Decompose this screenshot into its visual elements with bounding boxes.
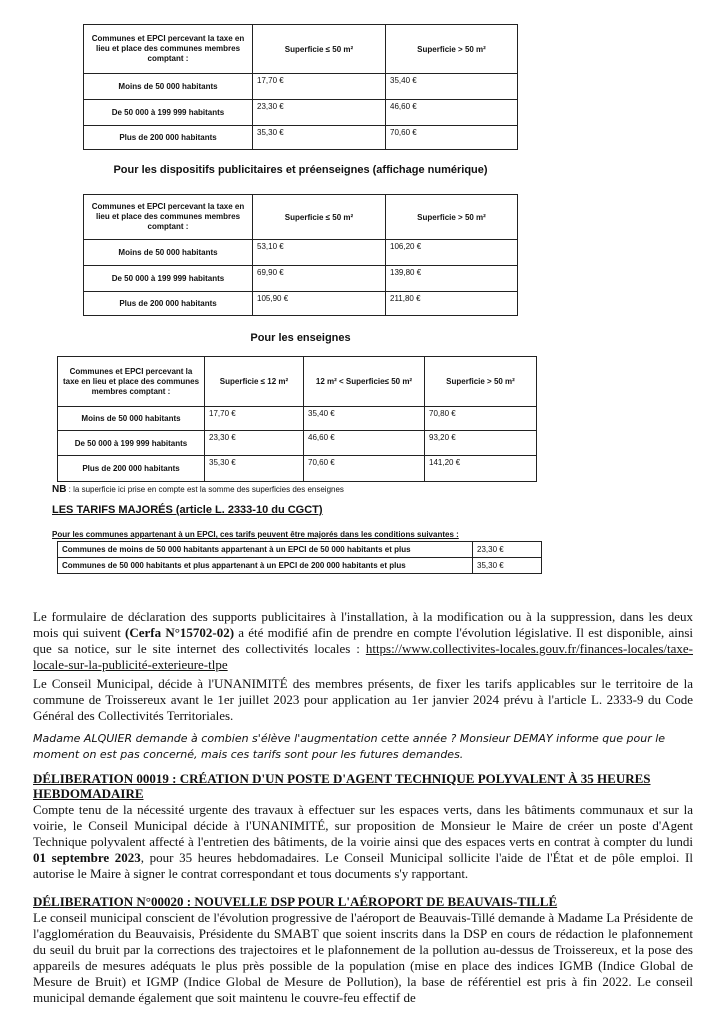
table-cell: 211,80 € [386, 292, 518, 316]
table-header-row [58, 357, 537, 407]
majored-intro: Pour les communes appartenant à un EPCI, ces tarifs peuvent être majorés dans les conditions suivantes : [52, 530, 459, 539]
paragraph-text: , pour 35 heures hebdomadaires. Le Conseil Municipal sollicite l'aide de l'État et de pôle emploi. Il autorise le Maire à signer le contrat correspondant et tous documents s'y rapportant. [33, 850, 693, 881]
table-cell: 23,30 € [205, 431, 304, 456]
table-cell: 17,70 € [253, 74, 386, 100]
decision-paragraph: Le Conseil Municipal, décide à l'UNANIMITÉ des membres présents, de fixer les tarifs applicables sur le territoire de la commune de Troissereux avant le 1er juillet 2023 pour application au 1er janvier 2024 prévu à l'article L. 2333-9 du Code Général des Collectivités Territoriales. [33, 676, 693, 723]
table-cell: 70,60 € [304, 456, 425, 482]
deliberation-19-title: DÉLIBERATION 00019 : CRÉATION D'UN POSTE D'AGENT TECHNIQUE POLYVALENT À 35 HEURES HEBDOMADAIRE [33, 771, 651, 801]
table-cell: 35,30 € [253, 126, 386, 150]
table-row [84, 266, 518, 292]
section-title-digital: Pour les dispositifs publicitaires et préenseignes (affichage numérique) [113, 164, 488, 176]
table-header-cell: 12 m² < Superficie≤ 50 m² [304, 357, 425, 407]
table-cell: Plus de 200 000 habitants [84, 292, 253, 316]
cerfa-paragraph [33, 609, 693, 673]
table-cell: 105,90 € [253, 292, 386, 316]
table-cell: 35,30 € [205, 456, 304, 482]
collectivites-link[interactable]: https://www.collectivites-locales.gouv.fr/finances-locales/taxe-locale-sur-la-publicité-exterieure-tlpe [33, 641, 693, 672]
table-header-cell: Communes et EPCI percevant la taxe en lieu et place des communes membres comptant : [58, 357, 205, 407]
table-header-cell: Superficie ≤ 50 m² [253, 25, 386, 74]
table-header-cell: Superficie ≤ 12 m² [205, 357, 304, 407]
tariff-table-signs [57, 356, 537, 482]
table-row [58, 456, 537, 482]
table-cell: 69,90 € [253, 266, 386, 292]
table-cell: 70,60 € [386, 126, 518, 150]
discussion-paragraph: Madame ALQUIER demande à combien s'élève l'augmentation cette année ? Monsieur DEMAY informe que pour le moment on est pas concerné, mais ces tarifs sont pour les futures demandes. [33, 732, 666, 761]
table-cell: 139,80 € [386, 266, 518, 292]
start-date: 01 septembre 2023 [33, 850, 141, 865]
table-cell: Communes de moins de 50 000 habitants appartenant à un EPCI de 50 000 habitants et plus [58, 542, 473, 558]
table-cell: De 50 000 à 199 999 habitants [84, 266, 253, 292]
table-cell: 23,30 € [473, 542, 542, 558]
table-header-cell: Superficie > 50 m² [425, 357, 537, 407]
table-header-row [84, 195, 518, 240]
table-cell: Communes de 50 000 habitants et plus appartenant à un EPCI de 200 000 habitants et plus [58, 558, 473, 574]
table-cell: 46,60 € [386, 100, 518, 126]
table-header-cell: Superficie > 50 m² [386, 25, 518, 74]
table-cell: 35,30 € [473, 558, 542, 574]
table-cell: 70,80 € [425, 407, 537, 431]
table-cell: 141,20 € [425, 456, 537, 482]
table-cell: 23,30 € [253, 100, 386, 126]
table-cell: Plus de 200 000 habitants [84, 126, 253, 150]
table-row [84, 74, 518, 100]
table-row [58, 431, 537, 456]
table-cell: De 50 000 à 199 999 habitants [84, 100, 253, 126]
table-row [84, 126, 518, 150]
table-header-row [84, 25, 518, 74]
table-header-cell: Communes et EPCI percevant la taxe en lieu et place des communes membres comptant : [84, 195, 253, 240]
table-header-cell: Superficie ≤ 50 m² [253, 195, 386, 240]
table-cell: 53,10 € [253, 240, 386, 266]
majored-title: LES TARIFS MAJORÉS (article L. 2333-10 du CGCT) [52, 504, 323, 516]
table-row [84, 100, 518, 126]
table-cell: Plus de 200 000 habitants [58, 456, 205, 482]
table-cell: Moins de 50 000 habitants [84, 74, 253, 100]
table-row [58, 407, 537, 431]
table-cell: 93,20 € [425, 431, 537, 456]
majored-table [57, 541, 542, 574]
section-title-signs: Pour les enseignes [250, 332, 351, 344]
note-prefix: NB [52, 484, 67, 495]
deliberation-20-text: Le conseil municipal conscient de l'évolution progressive de l'aéroport de Beauvais-Tillé demande à Madame La Présidente de l'agglomération du Beauvaisis, Présidente du SMABT que soient inscrits dans la DSP en cours de rédaction le plafonnement du seuil du bruit par la corrections des trajectoires et le plafonnement de la pollution au-dessus de Troissereux, et la pose des appareils de mesures adéquats le plus près possible de la population (mise en place des indices IGMB (Indice Global de Mesure de Bruit) et IGMP (Indice Global de Mesure de Pollution), la base de référentiel est pris à fin 2022. Le conseil municipal demande également que soit maintenu le couvre-feu effectif de [33, 910, 693, 1005]
paragraph-text: Le formulaire de déclaration des supports publicitaires à l'installation, à la modification ou à la suppression, dans les deux mois qui suivent [33, 609, 693, 640]
tariff-table-digital [83, 194, 518, 316]
table-row [58, 542, 542, 558]
table-cell: Moins de 50 000 habitants [84, 240, 253, 266]
paragraph-text: Compte tenu de la nécessité urgente des travaux à effectuer sur les espaces verts, dans les bâtiments communaux et sur la voirie, le Conseil Municipal décide à l'UNANIMITÉ, sur proposition de Monsieur le Maire de créer un poste d'Agent Technique polyvalent affecté à l'entretien des bâtiments, de la voirie ainsi que des espaces verts en contrat à compter du lundi [33, 802, 693, 849]
deliberation-19-text [33, 802, 693, 882]
paragraph-text: a été modifié afin de prendre en compte l'évolution législative. Il est disponible, ainsi que sa notice, sur le site internet des collectivités locales : [33, 625, 693, 656]
cerfa-reference: (Cerfa N°15702-02) [125, 625, 235, 640]
table-cell: De 50 000 à 199 999 habitants [58, 431, 205, 456]
signs-note [52, 484, 344, 495]
table-cell: 106,20 € [386, 240, 518, 266]
table-cell: 46,60 € [304, 431, 425, 456]
deliberation-20-title: DÉLIBERATION N°00020 : NOUVELLE DSP POUR L'AÉROPORT DE BEAUVAIS-TILLÉ [33, 894, 558, 909]
table-header-cell: Communes et EPCI percevant la taxe en lieu et place des communes membres comptant : [84, 25, 253, 74]
tariff-table-standard [83, 24, 518, 150]
table-cell: 35,40 € [304, 407, 425, 431]
table-row [84, 240, 518, 266]
note-text: : la superficie ici prise en compte est la somme des superficies des enseignes [66, 485, 344, 494]
table-row [58, 558, 542, 574]
table-cell: 35,40 € [386, 74, 518, 100]
table-header-cell: Superficie > 50 m² [386, 195, 518, 240]
table-cell: 17,70 € [205, 407, 304, 431]
table-cell: Moins de 50 000 habitants [58, 407, 205, 431]
table-row [84, 292, 518, 316]
